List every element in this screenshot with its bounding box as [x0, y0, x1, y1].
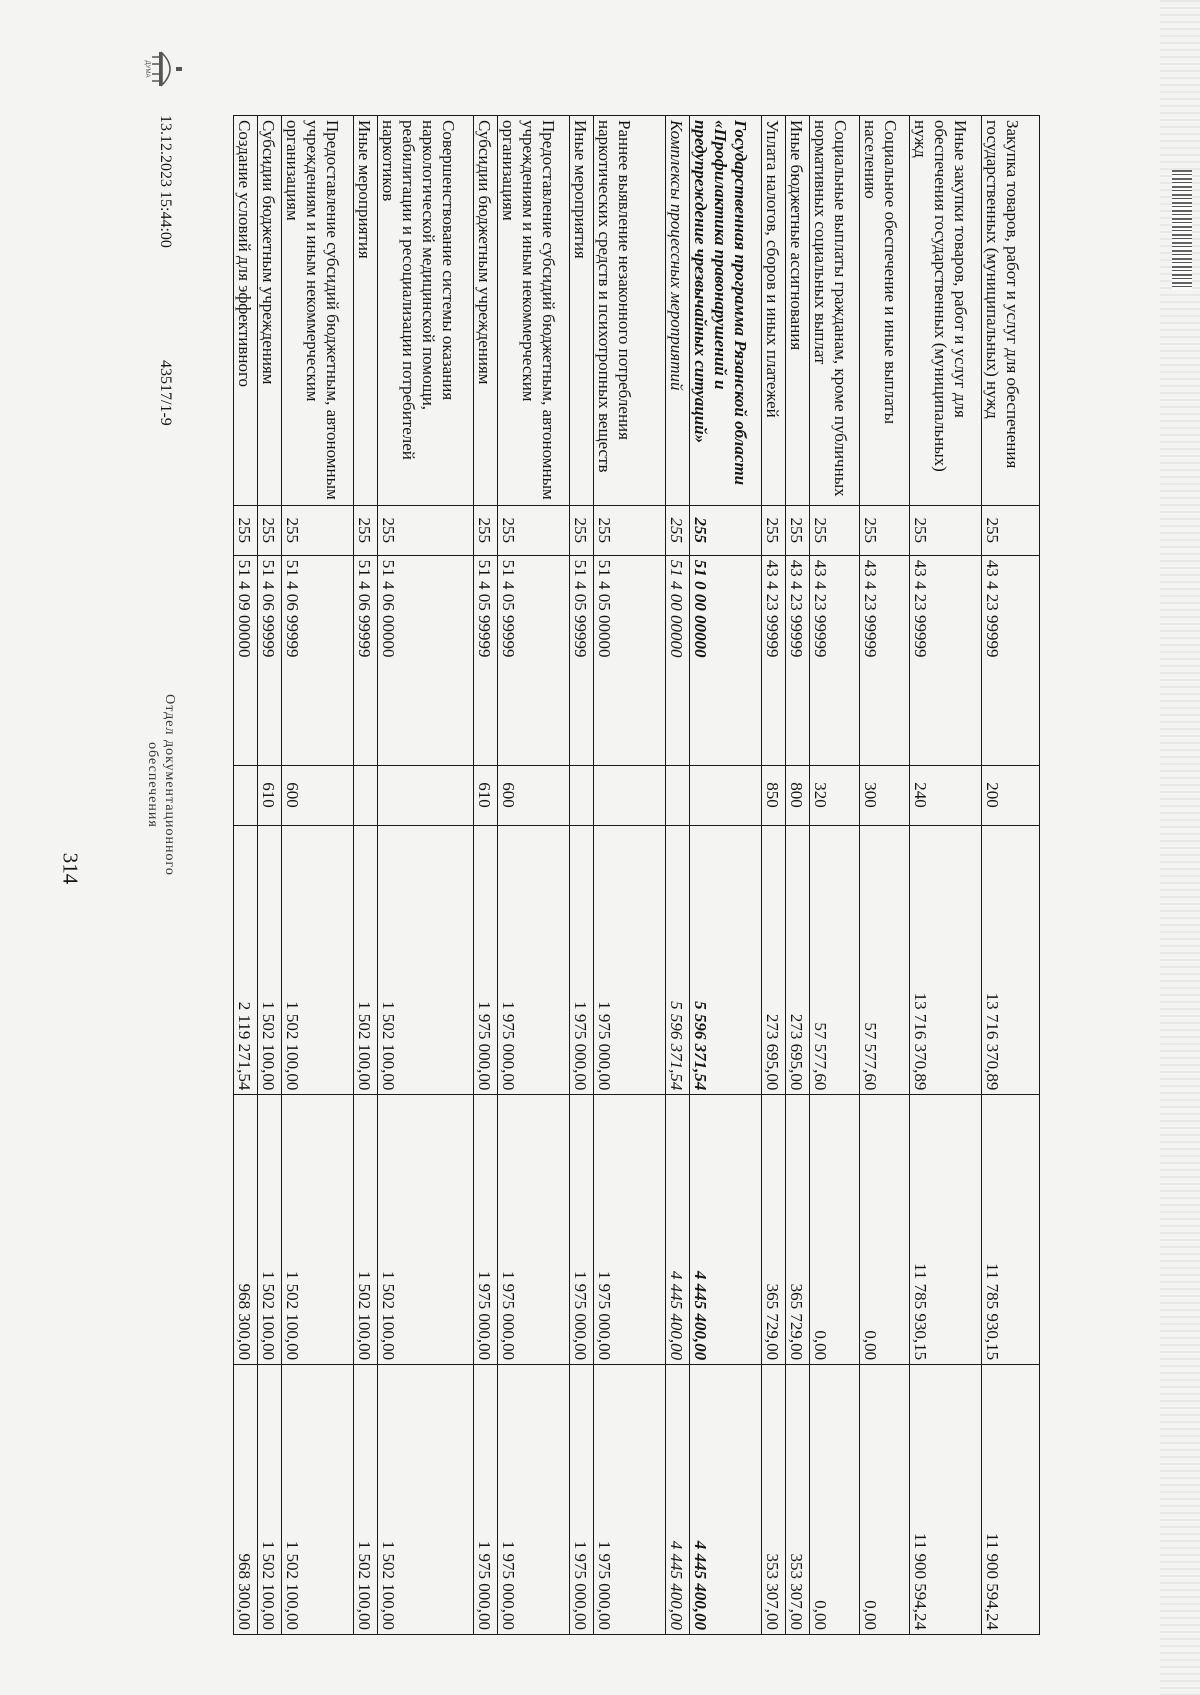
row-target-article: 51 4 05 99999 — [570, 555, 594, 765]
row-target-article: 51 4 06 99999 — [258, 555, 282, 765]
row-amount-2: 1 975 000,00 — [570, 1095, 594, 1365]
row-amount-1: 273 695,00 — [786, 825, 810, 1095]
row-amount-3: 11 900 594,24 — [910, 1365, 982, 1635]
duma-logo-icon — [146, 47, 182, 91]
table-row — [474, 116, 498, 1635]
row-amount-1: 13 716 370,89 — [910, 825, 982, 1095]
table-row — [594, 116, 666, 1635]
row-amount-2: 4 445 400,00 — [690, 1095, 762, 1365]
table-row — [282, 116, 354, 1635]
row-amount-3: 1 502 100,00 — [282, 1365, 354, 1635]
row-grbs: 255 — [234, 505, 258, 555]
row-grbs: 255 — [786, 505, 810, 555]
row-amount-2: 1 975 000,00 — [474, 1095, 498, 1365]
row-amount-2: 0,00 — [860, 1095, 910, 1365]
row-expense-type: 600 — [498, 765, 570, 825]
row-name: Комплексы процессных мероприятий — [666, 116, 690, 506]
row-grbs: 255 — [498, 505, 570, 555]
row-amount-1: 1 975 000,00 — [474, 825, 498, 1095]
table-row — [378, 116, 474, 1635]
row-target-article: 43 4 23 99999 — [786, 555, 810, 765]
row-name: Совершенствование системы оказания наркологической медицинской помощи, реабилитации и ресоциализации потребителей наркотиков — [378, 116, 474, 506]
row-amount-2: 0,00 — [810, 1095, 860, 1365]
row-amount-2: 1 502 100,00 — [282, 1095, 354, 1365]
row-amount-2: 968 300,00 — [234, 1095, 258, 1365]
row-grbs: 255 — [474, 505, 498, 555]
row-expense-type: 610 — [474, 765, 498, 825]
row-amount-2: 11 785 930,15 — [982, 1095, 1040, 1365]
row-amount-3: 4 445 400,00 — [690, 1365, 762, 1635]
table-row — [234, 116, 258, 1635]
table-row — [354, 116, 378, 1635]
row-target-article: 51 4 06 99999 — [282, 555, 354, 765]
row-name: Иные закупки товаров, работ и услуг для обеспечения государственных (муниципальных) нужд — [910, 116, 982, 506]
row-amount-1: 57 577,60 — [810, 825, 860, 1095]
row-name: Социальное обеспечение и иные выплаты населению — [860, 116, 910, 506]
table-row — [860, 116, 910, 1635]
row-amount-3: 11 900 594,24 — [982, 1365, 1040, 1635]
budget-table — [233, 115, 1040, 1635]
stamp-line-2: обеспечения — [145, 742, 160, 828]
row-grbs: 255 — [810, 505, 860, 555]
row-grbs: 255 — [982, 505, 1040, 555]
table-row — [982, 116, 1040, 1635]
row-grbs: 255 — [860, 505, 910, 555]
row-amount-3: 353 307,00 — [786, 1365, 810, 1635]
row-target-article: 51 4 05 00000 — [594, 555, 666, 765]
row-expense-type: 240 — [910, 765, 982, 825]
row-grbs: 255 — [282, 505, 354, 555]
row-expense-type: 200 — [982, 765, 1040, 825]
footer-date: 13.12.2023 15:44:00 — [157, 115, 174, 248]
row-amount-1: 1 502 100,00 — [378, 825, 474, 1095]
row-amount-2: 1 975 000,00 — [498, 1095, 570, 1365]
row-amount-3: 968 300,00 — [234, 1365, 258, 1635]
row-grbs: 255 — [690, 505, 762, 555]
row-amount-2: 4 445 400,00 — [666, 1095, 690, 1365]
barcode-strip — [1172, 170, 1192, 290]
row-name: Раннее выявление незаконного потребления наркотических средств и психотропных веществ — [594, 116, 666, 506]
row-amount-1: 5 596 371,54 — [690, 825, 762, 1095]
row-expense-type — [354, 765, 378, 825]
row-expense-type: 850 — [762, 765, 786, 825]
table-row — [690, 116, 762, 1635]
row-amount-3: 1 502 100,00 — [258, 1365, 282, 1635]
row-amount-1: 1 975 000,00 — [594, 825, 666, 1095]
row-name: Субсидии бюджетным учреждениям — [258, 116, 282, 506]
row-amount-2: 365 729,00 — [762, 1095, 786, 1365]
page-number — [58, 838, 82, 898]
row-amount-3: 4 445 400,00 — [666, 1365, 690, 1635]
row-amount-1: 1 975 000,00 — [570, 825, 594, 1095]
row-amount-2: 1 502 100,00 — [354, 1095, 378, 1365]
row-amount-2: 1 975 000,00 — [594, 1095, 666, 1365]
row-amount-3: 1 975 000,00 — [498, 1365, 570, 1635]
row-expense-type — [666, 765, 690, 825]
table-row — [258, 116, 282, 1635]
row-target-article: 51 4 05 99999 — [474, 555, 498, 765]
row-target-article: 43 4 23 99999 — [762, 555, 786, 765]
row-name: Социальные выплаты гражданам, кроме публичных нормативных социальных выплат — [810, 116, 860, 506]
row-amount-3: 353 307,00 — [762, 1365, 786, 1635]
row-amount-2: 11 785 930,15 — [910, 1095, 982, 1365]
page-number-text: 314 — [58, 852, 83, 884]
row-amount-3: 0,00 — [810, 1365, 860, 1635]
table-row — [910, 116, 982, 1635]
row-expense-type — [690, 765, 762, 825]
row-target-article: 51 4 06 00000 — [378, 555, 474, 765]
row-amount-1: 5 596 371,54 — [666, 825, 690, 1095]
row-name: Уплата налогов, сборов и иных платежей — [762, 116, 786, 506]
table-row — [810, 116, 860, 1635]
row-expense-type — [234, 765, 258, 825]
row-amount-1: 273 695,00 — [762, 825, 786, 1095]
row-name: Предоставление субсидий бюджетным, автономным учреждениям и иным некоммерческим организациям — [498, 116, 570, 506]
row-target-article: 51 0 00 00000 — [690, 555, 762, 765]
table-row — [498, 116, 570, 1635]
row-expense-type — [570, 765, 594, 825]
row-target-article: 51 4 06 99999 — [354, 555, 378, 765]
table-row — [570, 116, 594, 1635]
row-name: Иные мероприятия — [354, 116, 378, 506]
row-amount-2: 365 729,00 — [786, 1095, 810, 1365]
row-amount-3: 1 502 100,00 — [354, 1365, 378, 1635]
table-row — [762, 116, 786, 1635]
row-grbs: 255 — [762, 505, 786, 555]
row-target-article: 43 4 23 99999 — [910, 555, 982, 765]
row-grbs: 255 — [354, 505, 378, 555]
row-expense-type — [594, 765, 666, 825]
row-expense-type: 600 — [282, 765, 354, 825]
row-amount-2: 1 502 100,00 — [258, 1095, 282, 1365]
row-amount-3: 1 975 000,00 — [570, 1365, 594, 1635]
row-grbs: 255 — [910, 505, 982, 555]
row-expense-type: 800 — [786, 765, 810, 825]
logo-text: ДУМА — [144, 60, 150, 78]
row-target-article: 51 4 09 00000 — [234, 555, 258, 765]
row-amount-1: 13 716 370,89 — [982, 825, 1040, 1095]
row-amount-3: 1 502 100,00 — [378, 1365, 474, 1635]
row-name: Создание условий для эффективного — [234, 116, 258, 506]
row-target-article: 51 4 00 00000 — [666, 555, 690, 765]
row-amount-1: 1 502 100,00 — [282, 825, 354, 1095]
row-grbs: 255 — [570, 505, 594, 555]
rotated-content — [110, 60, 1040, 1635]
department-stamp — [144, 655, 178, 915]
row-expense-type: 320 — [810, 765, 860, 825]
table-row — [786, 116, 810, 1635]
row-name: Субсидии бюджетным учреждениям — [474, 116, 498, 506]
row-expense-type — [378, 765, 474, 825]
row-name: Государственная программа Рязанской области «Профилактика правонарушений и предупреждение чрезвычайных ситуаций» — [690, 116, 762, 506]
row-target-article: 51 4 05 99999 — [498, 555, 570, 765]
row-target-article: 43 4 23 99999 — [810, 555, 860, 765]
row-grbs: 255 — [594, 505, 666, 555]
row-name: Закупка товаров, работ и услуг для обеспечения государственных (муниципальных) нужд — [982, 116, 1040, 506]
row-amount-1: 1 502 100,00 — [258, 825, 282, 1095]
row-amount-1: 1 502 100,00 — [354, 825, 378, 1095]
row-grbs: 255 — [258, 505, 282, 555]
row-amount-3: 1 975 000,00 — [474, 1365, 498, 1635]
row-expense-type: 610 — [258, 765, 282, 825]
row-target-article: 43 4 23 99999 — [982, 555, 1040, 765]
stamp-line-1: Отдел документационного — [162, 694, 177, 876]
footer-document-code: 43517/1-9 — [157, 360, 174, 426]
row-amount-2: 1 502 100,00 — [378, 1095, 474, 1365]
row-amount-3: 1 975 000,00 — [594, 1365, 666, 1635]
row-name: Иные бюджетные ассигнования — [786, 116, 810, 506]
table-row — [666, 116, 690, 1635]
row-name: Предоставление субсидий бюджетным, автономным учреждениям и иным некоммерческим организациям — [282, 116, 354, 506]
row-amount-1: 57 577,60 — [860, 825, 910, 1095]
row-target-article: 43 4 23 99999 — [860, 555, 910, 765]
row-grbs: 255 — [378, 505, 474, 555]
row-amount-1: 1 975 000,00 — [498, 825, 570, 1095]
row-expense-type: 300 — [860, 765, 910, 825]
row-amount-3: 0,00 — [860, 1365, 910, 1635]
row-grbs: 255 — [666, 505, 690, 555]
row-amount-1: 2 119 271,54 — [234, 825, 258, 1095]
row-name: Иные мероприятия — [570, 116, 594, 506]
